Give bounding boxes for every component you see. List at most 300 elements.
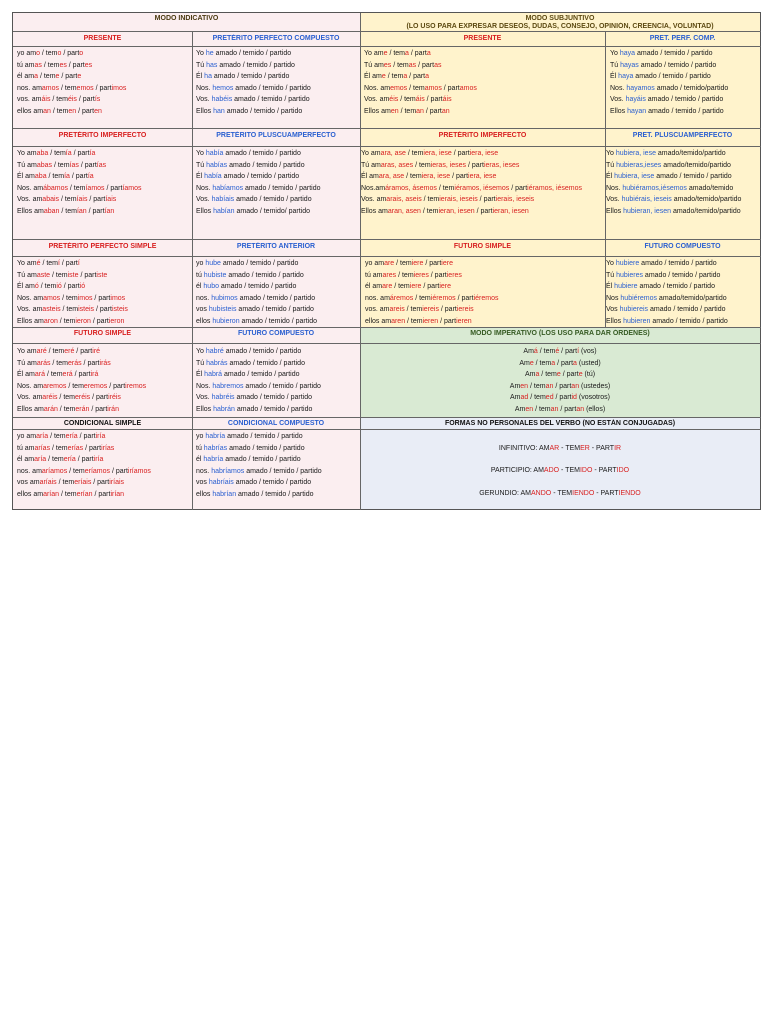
text-fragment: ó (34, 283, 39, 291)
grid-line (13, 128, 761, 129)
conjugation-line (361, 148, 604, 160)
text-fragment: é (36, 260, 41, 267)
text-fragment: / tem (50, 96, 68, 104)
text-fragment: ieres (446, 271, 462, 279)
text-fragment: IENDO (618, 490, 641, 497)
text-fragment: - PART (592, 467, 617, 474)
text-fragment: Él am (17, 173, 35, 181)
text-fragment: / tem (67, 467, 85, 475)
text-fragment: / part (451, 150, 470, 157)
text-fragment: amado / temido / partido (638, 61, 717, 69)
text-fragment: ha (204, 73, 212, 81)
text-fragment: Nos (606, 294, 621, 302)
text-fragment: / tem (59, 84, 77, 92)
text-fragment: iere (441, 260, 453, 267)
text-fragment: ieras, ieses (483, 161, 520, 169)
text-fragment: a (425, 73, 430, 81)
conjugation-line (364, 71, 603, 83)
text-fragment: Ellos am (17, 405, 44, 413)
text-fragment: amado / temido / partido (234, 394, 312, 402)
text-fragment: AR (549, 445, 560, 452)
conjugation-line (606, 293, 760, 305)
conjugation-line (17, 477, 190, 489)
conjugation-line (196, 443, 358, 455)
text-fragment: aréis (42, 394, 58, 402)
text-fragment: í (77, 260, 80, 267)
text-fragment: / tem (404, 306, 423, 314)
text-fragment: / tem (57, 394, 75, 402)
conjugation-line (196, 431, 358, 443)
text-fragment: Ellos am (361, 207, 388, 215)
conjugation-line (17, 48, 190, 60)
conjugation-cell (17, 48, 190, 118)
text-fragment: Ellos (196, 405, 214, 413)
text-fragment: Yo (196, 50, 206, 57)
text-fragment: Nos. (196, 184, 213, 192)
text-fragment: / tem (41, 61, 60, 69)
text-fragment: ías (69, 161, 79, 169)
text-fragment: imos (111, 84, 127, 92)
text-fragment: id (571, 394, 577, 402)
text-fragment: hubiere (615, 260, 640, 267)
conjugation-line (196, 489, 358, 501)
text-fragment: - PART (594, 490, 619, 497)
text-fragment: aban (43, 207, 60, 215)
conjugation-line (196, 316, 358, 328)
conjugation-line (365, 316, 603, 328)
text-fragment: nos. am (17, 467, 42, 475)
text-fragment: / tem (537, 348, 556, 355)
text-fragment: (tú) (582, 371, 596, 379)
section-title: PRETÉRITO PLUSCUAMPERFECTO (216, 132, 336, 139)
conjugation-cell (17, 346, 190, 416)
text-fragment: isteis (78, 306, 95, 314)
text-fragment: eríamos (84, 467, 111, 475)
text-fragment: / part (61, 50, 80, 57)
text-fragment: ellos am (17, 107, 44, 115)
text-fragment: / part (107, 382, 126, 390)
text-fragment: tú am (17, 61, 35, 69)
text-fragment: / tem (60, 306, 79, 314)
text-fragment: arais, aseis (386, 196, 422, 204)
text-fragment: / tem (398, 107, 417, 115)
text-fragment: ías (96, 161, 107, 169)
text-fragment: iremos (125, 382, 147, 390)
text-fragment: iere (411, 260, 424, 267)
text-fragment: amado / temido / partido (236, 490, 314, 498)
text-fragment: an (416, 107, 424, 115)
text-fragment: Yo (606, 260, 616, 267)
text-fragment: amado/temido (686, 184, 734, 192)
text-fragment: amado / temido / partido (225, 433, 303, 440)
conjugation-cell (606, 258, 760, 328)
text-fragment: Yo am (361, 150, 381, 157)
text-fragment: amado/temido/partido (655, 150, 726, 157)
text-fragment: eré (64, 348, 75, 355)
text-fragment: / part (428, 271, 447, 279)
text-fragment: Ellos (606, 207, 624, 215)
text-fragment: ió (79, 283, 86, 291)
text-fragment: habré (205, 348, 224, 355)
text-fragment: Nos. am (364, 84, 391, 92)
conjugation-line (17, 466, 190, 478)
text-fragment: amado / temido / partido (646, 107, 724, 115)
text-fragment: an (43, 107, 51, 115)
text-fragment: Él am (17, 371, 35, 379)
text-fragment: Él (610, 73, 619, 81)
text-fragment: en (390, 107, 399, 115)
conjugation-line (196, 392, 358, 404)
text-fragment: habrían (212, 490, 237, 498)
text-fragment: aba (34, 173, 47, 181)
conjugation-line (196, 60, 358, 72)
text-fragment: / tem (387, 50, 406, 57)
text-fragment: / tem (60, 294, 78, 302)
text-fragment: / part (509, 184, 528, 192)
text-fragment: amado / temido / partido (637, 283, 715, 291)
text-fragment: es (59, 61, 67, 69)
text-fragment: amado / temido / partido (635, 50, 713, 57)
text-fragment: - PART (589, 445, 615, 452)
text-fragment: ís (94, 96, 101, 104)
conjugation-cell (610, 48, 760, 118)
text-fragment: / tem (50, 271, 68, 279)
conjugation-cell (365, 258, 603, 328)
text-fragment: había (205, 150, 224, 157)
conjugation-line (196, 194, 358, 206)
text-fragment: Ellos (606, 317, 624, 325)
text-fragment: / tem (404, 173, 422, 181)
conjugation-line (360, 369, 760, 381)
text-fragment: iereis (422, 306, 439, 314)
text-fragment: / tem (385, 73, 404, 81)
text-fragment: ieran, iesen (492, 207, 529, 215)
section-title: FUTURO SIMPLE (453, 243, 512, 250)
text-fragment: hubiéremos (620, 294, 657, 302)
text-fragment: é (555, 348, 560, 355)
text-fragment: iréis (108, 394, 121, 402)
text-fragment: iéramos, iésemos (527, 184, 583, 192)
text-fragment: / tem (67, 184, 86, 192)
text-fragment: habías (206, 161, 228, 169)
text-fragment: aría (34, 456, 47, 464)
text-fragment: amado / temido / partido (226, 271, 304, 279)
conjugation-line (196, 346, 358, 358)
section-title: PRESENTE (463, 35, 502, 42)
section-title: PRETÉRITO ANTERIOR (236, 243, 316, 250)
text-fragment: he (205, 50, 214, 57)
section-title: FUTURO SIMPLE (73, 330, 132, 337)
text-fragment: aron (43, 317, 58, 325)
text-fragment: aríais (39, 479, 57, 487)
conjugation-line (365, 293, 603, 305)
text-fragment: / tem (66, 382, 84, 390)
text-fragment: ellos (196, 490, 213, 498)
text-fragment: / part (438, 306, 457, 314)
conjugation-line (196, 206, 358, 218)
text-fragment: / tem (46, 456, 64, 464)
text-fragment: / tem (396, 271, 414, 279)
text-fragment: hubo (203, 283, 219, 291)
grid-line (13, 146, 761, 147)
text-fragment: imos (77, 294, 93, 302)
text-fragment: ieran, iesen (438, 207, 475, 215)
text-fragment: aran, asen (387, 207, 421, 215)
text-fragment: habréis (211, 394, 235, 402)
conjugation-line (17, 160, 190, 172)
text-fragment: habían (213, 207, 235, 215)
text-fragment: ía (64, 173, 70, 181)
text-fragment: IR (614, 445, 622, 452)
conjugation-line (361, 183, 604, 195)
text-fragment: irás (99, 359, 111, 367)
text-fragment: / tem (48, 150, 66, 157)
text-fragment: / part (77, 433, 96, 440)
text-fragment: hemos (212, 84, 234, 92)
text-fragment: aste (36, 271, 51, 279)
text-fragment: amado / temido / partido (243, 382, 321, 390)
text-fragment: Él am (17, 283, 35, 291)
text-fragment: es (84, 61, 93, 69)
conjugation-line (360, 346, 760, 358)
text-fragment: erán (75, 405, 90, 413)
text-fragment: áis (41, 96, 51, 104)
conjugation-line (196, 171, 358, 183)
text-fragment: en (525, 405, 534, 413)
text-fragment: nos. (196, 294, 212, 302)
text-fragment: amos (43, 294, 61, 302)
text-fragment: / tem (57, 405, 76, 413)
section-title: PRETÉRITO PERFECTO SIMPLE (48, 243, 157, 250)
text-fragment: / part (78, 161, 97, 169)
conjugation-line (17, 369, 190, 381)
conjugation-line (610, 48, 760, 60)
text-fragment: iríamos (127, 467, 151, 475)
text-fragment: tú (196, 444, 204, 452)
text-fragment: Vos. am (17, 306, 43, 314)
text-fragment: - TEM (551, 490, 573, 497)
text-fragment: ían (76, 207, 87, 215)
text-fragment: / part (92, 294, 111, 302)
conjugation-line (606, 304, 760, 316)
text-fragment: erá (62, 371, 73, 379)
text-fragment: / tem (59, 207, 77, 215)
text-fragment: / part (553, 394, 572, 402)
text-fragment: iera, iese (468, 173, 497, 181)
text-fragment: ió (56, 283, 62, 291)
conjugation-line (196, 183, 358, 195)
conjugation-line (196, 293, 358, 305)
text-fragment: / tem (40, 260, 59, 267)
text-fragment: amado / temido / partido (633, 73, 711, 81)
grid-line (13, 429, 761, 430)
text-fragment: han (213, 107, 225, 115)
text-fragment: e (578, 371, 583, 379)
text-fragment: / part (441, 84, 460, 92)
text-fragment: / tem (46, 173, 65, 181)
text-fragment: / tem (421, 196, 440, 204)
text-fragment: Ellos (610, 107, 628, 115)
text-fragment: (ustedes) (579, 382, 611, 390)
text-fragment: / part (408, 50, 427, 57)
conjugation-line (196, 258, 358, 270)
conjugation-line (364, 94, 603, 106)
text-fragment: Tú am (17, 161, 37, 169)
text-fragment: IDO (579, 467, 593, 474)
text-fragment: áramos, ásemos (385, 184, 437, 192)
text-fragment: a (405, 50, 409, 57)
text-fragment: Vos. (196, 394, 212, 402)
text-fragment: habrá (204, 371, 223, 379)
text-fragment: ara, ase (380, 150, 406, 157)
text-fragment: amado / temido / partido (233, 479, 312, 487)
modo-imperativo-title: MODO IMPERATIVO (LOS USO PARA DAR ÓRDENES) (470, 330, 650, 337)
text-fragment: an (576, 405, 585, 413)
text-fragment: Ellos (196, 207, 214, 215)
conjugation-line (610, 106, 760, 118)
text-fragment: íamos (122, 184, 142, 192)
text-fragment: habremos (212, 382, 244, 390)
text-fragment: erías (67, 444, 84, 452)
conjugation-line (196, 381, 358, 393)
conjugation-line (17, 71, 190, 83)
text-fragment: - TEM (559, 467, 580, 474)
text-fragment: iría (93, 456, 104, 464)
text-fragment: ieres (413, 271, 429, 279)
text-fragment: amado / temido / partido (234, 196, 312, 204)
text-fragment: arías (34, 444, 51, 452)
conjugation-cell (361, 148, 604, 218)
text-fragment: amado / temido / partido (218, 283, 297, 291)
text-fragment: nos. am (365, 294, 390, 302)
text-fragment: / tem (413, 294, 431, 302)
text-fragment: / tem (52, 161, 70, 169)
text-fragment: a (551, 359, 556, 367)
text-fragment: amado / temido / partido (236, 306, 314, 314)
text-fragment: hayas (620, 61, 639, 69)
text-fragment: ellos am (365, 317, 392, 325)
conjugation-line (196, 106, 358, 118)
text-fragment: él (196, 283, 204, 291)
text-fragment: / tem (50, 107, 69, 115)
text-fragment: isteis (111, 306, 128, 314)
text-fragment: / part (424, 96, 443, 104)
text-fragment: a (535, 371, 540, 379)
text-fragment: ANDO (531, 490, 552, 497)
text-fragment: Am (509, 394, 521, 402)
conjugation-line (365, 281, 603, 293)
text-fragment: amado / temido / partido (233, 84, 311, 92)
text-fragment: ará (34, 371, 46, 379)
text-fragment: habrás (206, 359, 228, 367)
conjugation-line (17, 431, 190, 443)
conjugation-line (196, 369, 358, 381)
text-fragment: Ellos am (17, 317, 44, 325)
conjugation-line (606, 281, 760, 293)
text-fragment: nos. am (17, 84, 42, 92)
text-fragment: Am (519, 359, 530, 367)
text-fragment: / part (81, 359, 100, 367)
grid-line (13, 343, 761, 344)
section-title: PRETÉRITO PERFECTO COMPUESTO (212, 35, 340, 42)
conjugation-line (365, 304, 603, 316)
text-fragment: ábamos (43, 184, 68, 192)
text-fragment: GERUNDIO: AM (479, 490, 532, 497)
text-fragment: Vos. (196, 96, 212, 104)
text-fragment: amado / temido / partido (244, 467, 322, 475)
text-fragment: Yo (196, 150, 206, 157)
text-fragment: aría (36, 433, 49, 440)
text-fragment: Tú am (17, 271, 37, 279)
conjugation-cell (196, 431, 358, 501)
text-fragment: amado / temido / partido (650, 317, 728, 325)
text-fragment: a (403, 73, 408, 81)
text-fragment: ía (89, 150, 96, 157)
text-fragment: éis (67, 96, 77, 104)
text-fragment: amado / temido / partido (227, 359, 305, 367)
text-fragment: Am (514, 405, 526, 413)
text-fragment: amado / temido/ partido (234, 207, 311, 215)
text-fragment: áis (415, 96, 425, 104)
text-fragment: / part (466, 161, 484, 169)
text-fragment: amado / temido / partido (237, 294, 316, 302)
conjugation-line (17, 358, 190, 370)
text-fragment: amado / temido / partido (213, 50, 292, 57)
modo-subjuntivo-note: (LO USO PARA EXPRESAR DESEOS, DUDAS, CONSEJO, OPINIÓN, CREENCIA, VOLUNTAD) (406, 23, 714, 30)
grid-line (360, 13, 361, 510)
conjugation-line (364, 60, 603, 72)
modo-indicativo-title: MODO INDICATIVO (154, 15, 219, 22)
text-fragment: ellos (196, 317, 213, 325)
text-fragment: / part (438, 317, 457, 325)
text-fragment: a (426, 50, 431, 57)
text-fragment: íais (105, 196, 117, 204)
conjugation-line (17, 83, 190, 95)
text-fragment: / part (75, 456, 94, 464)
text-fragment: hubieras,ieses (616, 161, 662, 169)
conjugation-line (360, 392, 760, 404)
conjugation-line (17, 194, 190, 206)
conjugation-line (196, 477, 358, 489)
text-fragment: / part (92, 490, 111, 498)
text-fragment: e (381, 73, 386, 81)
text-fragment: / tem (528, 382, 546, 390)
text-fragment: había (204, 173, 222, 181)
text-fragment: / tem (38, 73, 56, 81)
modo-subjuntivo-title: MODO SUBJUNTIVO (525, 15, 595, 22)
text-fragment: / part (59, 73, 78, 81)
text-fragment: o (79, 50, 84, 57)
section-title: PRETÉRITO IMPERFECTO (58, 132, 147, 139)
text-fragment: / part (71, 150, 90, 157)
text-fragment: ería (65, 433, 78, 440)
text-fragment: habría (205, 433, 226, 440)
text-fragment: hubieron (212, 317, 240, 325)
text-fragment: Yo (196, 348, 206, 355)
text-fragment: ieras, ieses (430, 161, 467, 169)
conjugation-line (17, 443, 190, 455)
text-fragment: / part (91, 479, 110, 487)
conjugation-cell (17, 148, 190, 218)
text-fragment: hube (205, 260, 221, 267)
text-fragment: erían (76, 490, 93, 498)
text-fragment: hubiste (203, 271, 227, 279)
text-fragment: ía (87, 173, 94, 181)
text-fragment: / part (477, 196, 496, 204)
text-fragment: amado / temido / partido (211, 73, 290, 81)
text-fragment: hubisteis (208, 306, 237, 314)
text-fragment: / part (421, 283, 440, 291)
